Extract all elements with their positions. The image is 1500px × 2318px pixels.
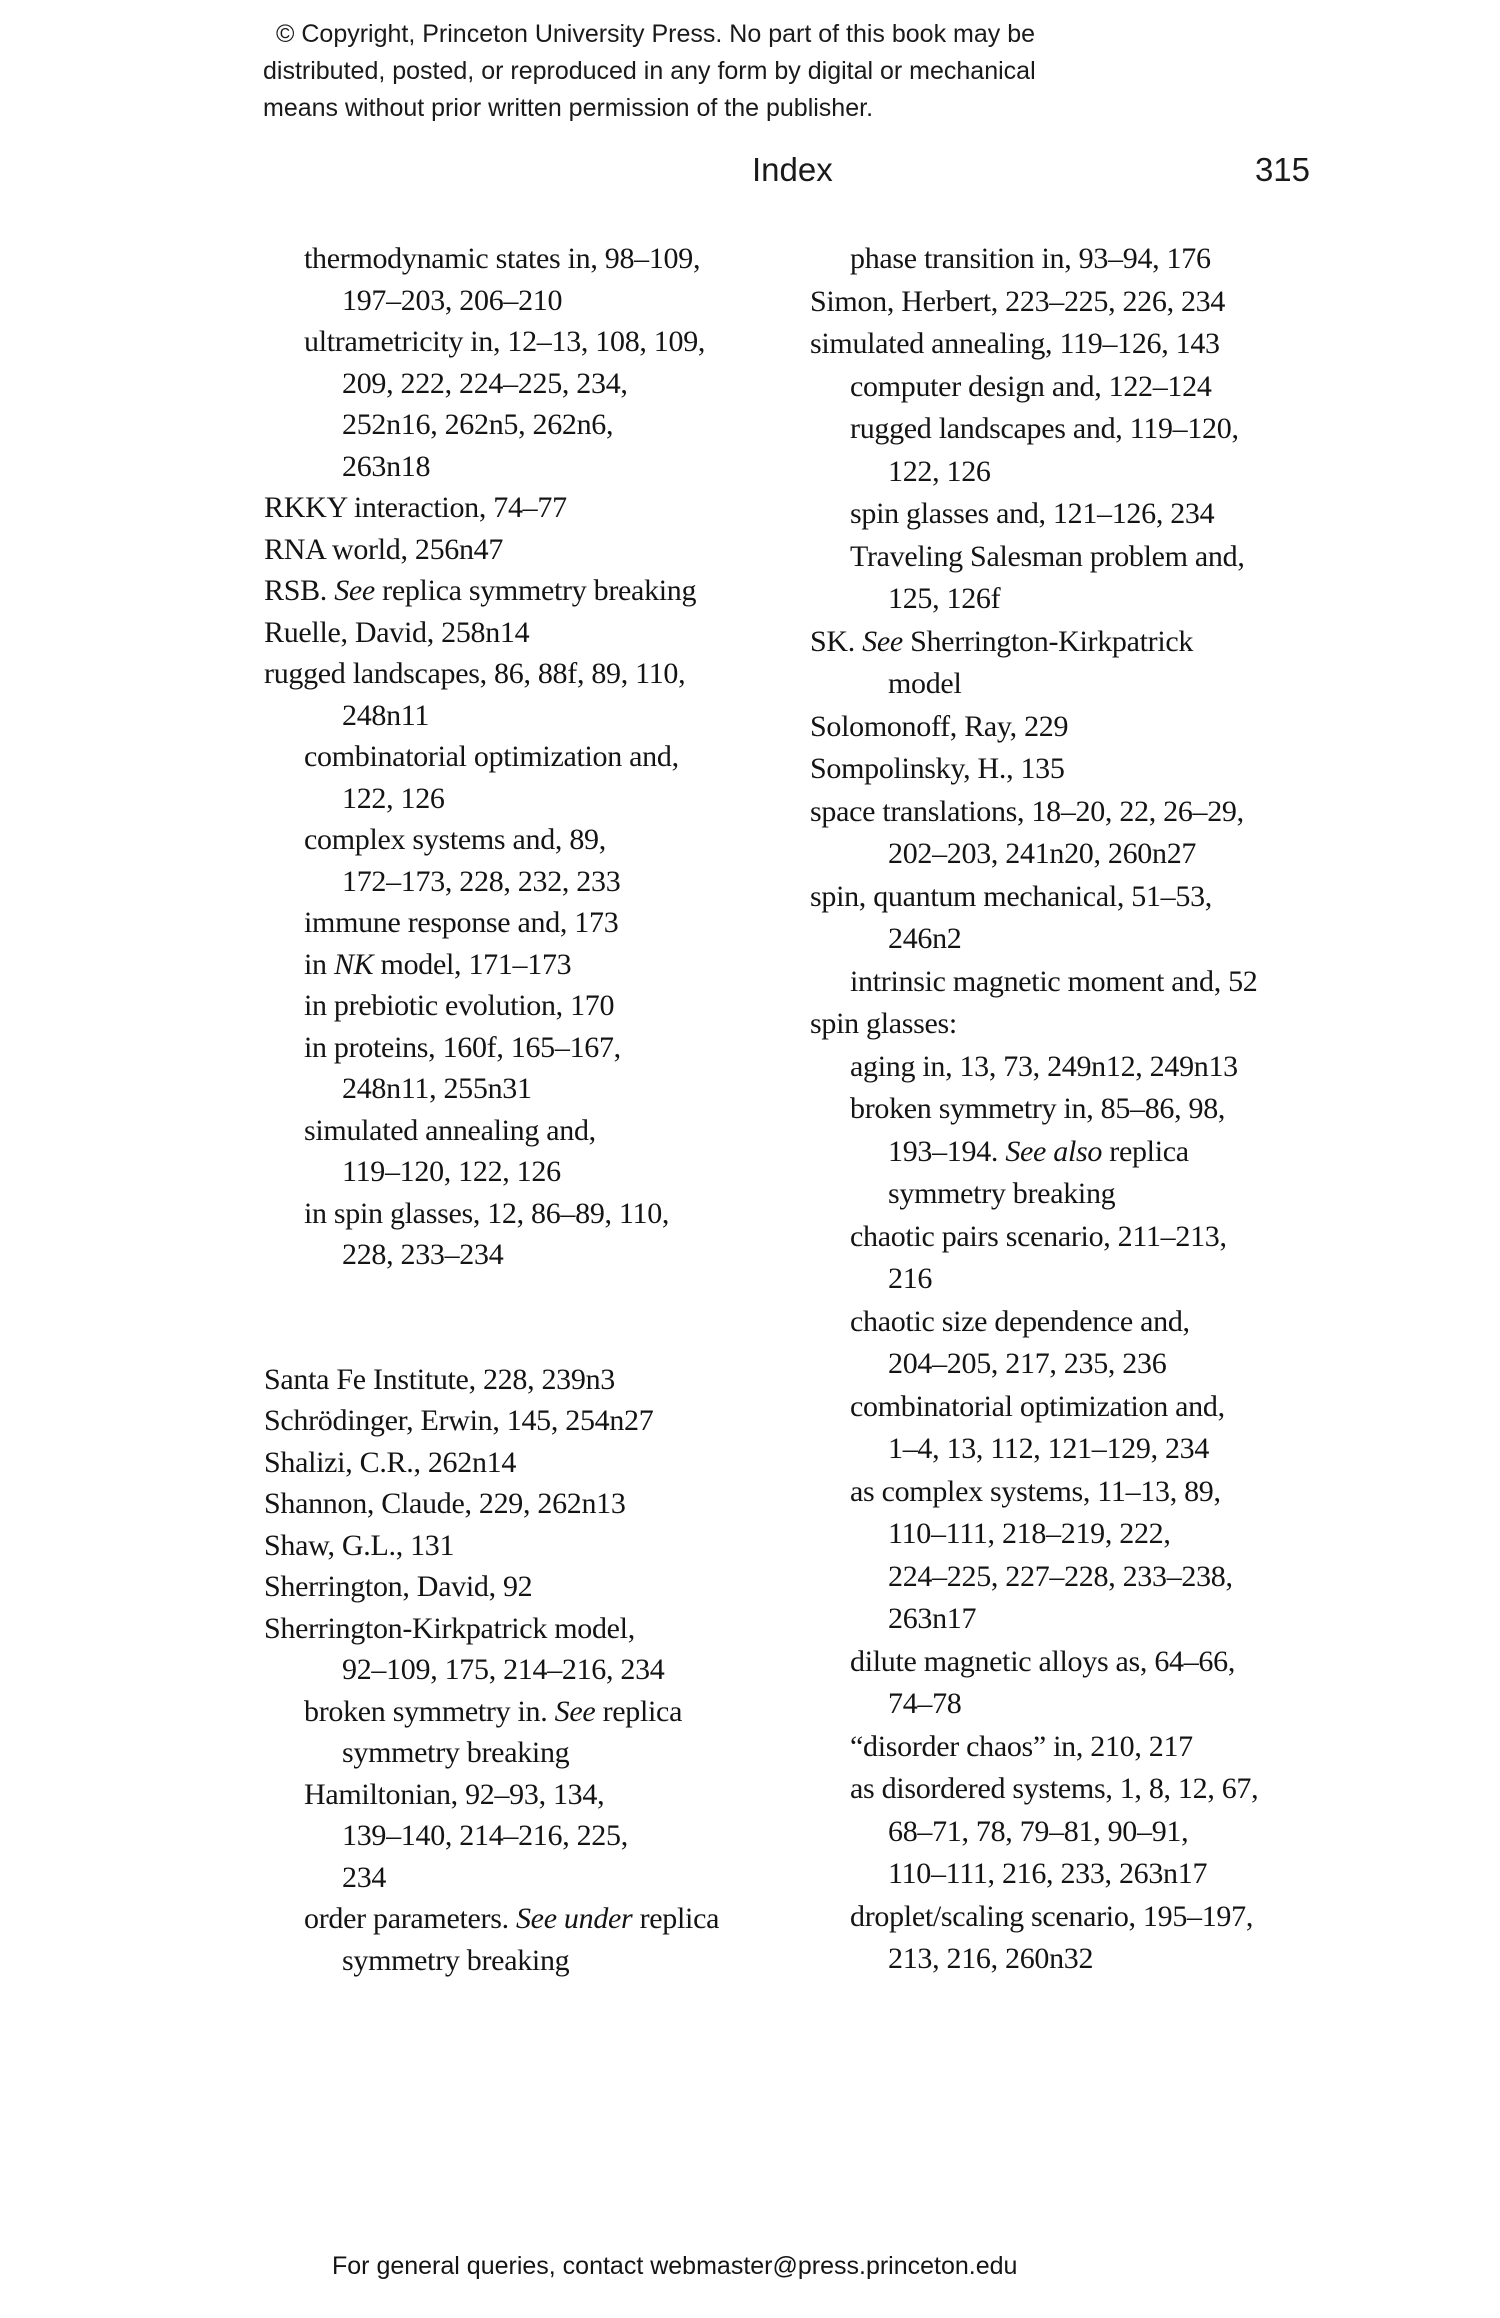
index-entry-text: RSB. (264, 574, 335, 607)
index-entry-text: phase transition in, 93–94, 176 (850, 242, 1211, 275)
index-entry-text: in spin glasses, 12, 86–89, 110, (304, 1196, 670, 1230)
index-entry-text: broken symmetry in, 85–86, 98, (850, 1092, 1226, 1125)
index-entry-text: space translations, 18–20, 22, 26–29, (810, 794, 1244, 828)
index-line (264, 1068, 809, 1110)
index-line (810, 1726, 1495, 1769)
index-line (264, 736, 809, 778)
index-line (264, 529, 809, 571)
index-entry-text-italic: See under (515, 1902, 633, 1935)
index-line (810, 1896, 1495, 1939)
index-entry-text: replica (595, 1694, 683, 1728)
index-line (264, 1525, 809, 1567)
index-line (810, 621, 1495, 664)
index-line (810, 1811, 1495, 1854)
index-entry-text: 139–140, 214–216, 225, (342, 1819, 628, 1852)
index-entry-text: spin glasses: (810, 1007, 957, 1040)
index-entry-text: rugged landscapes, 86, 88f, 89, 110, (264, 657, 686, 690)
index-entry-text: 263n18 (342, 449, 431, 483)
index-line (264, 446, 809, 488)
index-entry-text: ultrametricity in, 12–13, 108, 109, (304, 325, 706, 358)
index-entry-text: in prebiotic evolution, 170 (304, 989, 615, 1022)
index-entry-text: 68–71, 78, 79–81, 90–91, (888, 1814, 1189, 1848)
index-entry-text: 216 (888, 1262, 933, 1295)
index-line (264, 1774, 809, 1816)
index-entry-text: 122, 126 (342, 781, 445, 815)
index-section-gap (264, 1317, 809, 1359)
index-right-column (810, 238, 1495, 1981)
index-entry-text: 110–111, 216, 233, 263n17 (888, 1857, 1208, 1890)
copyright-line: distributed, posted, or reproduced in any form by digital or mechanical (263, 57, 1036, 85)
index-line (264, 1649, 809, 1691)
index-entry-text: 125, 126f (888, 582, 1001, 615)
index-entry-text: model (888, 667, 962, 700)
index-line (264, 695, 809, 737)
index-entry-text: replica (1102, 1134, 1189, 1168)
index-line (810, 1046, 1495, 1089)
index-line (810, 1173, 1495, 1216)
index-entry-text: 248n11 (342, 698, 430, 732)
index-line (264, 1608, 809, 1650)
index-line (264, 1566, 809, 1608)
index-entry-text: 197–203, 206–210 (342, 283, 563, 317)
index-line (264, 1483, 809, 1525)
footer-contact: For general queries, contact webmaster@press.princeton.edu (332, 2252, 1018, 2280)
index-line (810, 536, 1495, 579)
index-line (810, 1641, 1495, 1684)
index-entry-text: 172–173, 228, 232, 233 (342, 864, 621, 898)
index-entry-text: replica (632, 1902, 720, 1935)
index-line (264, 238, 809, 280)
index-entry-text: Solomonoff, Ray, 229 (810, 709, 1069, 743)
index-line (264, 1940, 809, 1982)
index-entry-text: symmetry breaking (888, 1177, 1116, 1210)
index-entry-text: droplet/scaling scenario, 195–197, (850, 1899, 1254, 1933)
index-entry-text-italic: NK (333, 947, 374, 981)
index-entry-text: symmetry breaking (342, 1736, 570, 1769)
index-line (810, 1471, 1495, 1514)
index-line (264, 1151, 809, 1193)
index-entry-text: 246n2 (888, 922, 962, 955)
index-line (810, 961, 1495, 1004)
index-line (810, 1003, 1495, 1046)
index-entry-text: Schrödinger, Erwin, 145, 254n27 (264, 1404, 654, 1437)
index-entry-text: Sherrington-Kirkpatrick (902, 624, 1194, 658)
index-line (810, 1131, 1495, 1174)
index-line (264, 1359, 809, 1401)
index-line (810, 323, 1495, 366)
index-entry-text: 234 (342, 1860, 387, 1894)
index-entry-text: combinatorial optimization and, (304, 740, 679, 773)
index-line (264, 778, 809, 820)
index-entry-text: 263n17 (888, 1602, 977, 1635)
index-entry-text: Simon, Herbert, 223–225, 226, 234 (810, 284, 1226, 318)
index-line (264, 1857, 809, 1899)
index-entry-text: 204–205, 217, 235, 236 (888, 1347, 1167, 1380)
index-line (264, 1400, 809, 1442)
index-entry-text: rugged landscapes and, 119–120, (850, 412, 1239, 445)
index-line (264, 487, 809, 529)
index-line (810, 451, 1495, 494)
index-entry-text: dilute magnetic alloys as, 64–66, (850, 1644, 1236, 1678)
index-line (810, 1513, 1495, 1556)
index-line (264, 653, 809, 695)
index-line (264, 1027, 809, 1069)
index-entry-text: replica symmetry breaking (374, 574, 697, 607)
index-entry-text: simulated annealing, 119–126, 143 (810, 327, 1220, 360)
index-line (810, 1088, 1495, 1131)
index-entry-text: Sherrington, David, 92 (264, 1570, 533, 1603)
index-entry-text: chaotic pairs scenario, 211–213, (850, 1219, 1227, 1253)
index-entry-text: 110–111, 218–219, 222, (888, 1517, 1171, 1550)
index-entry-text: aging in, 13, 73, 249n12, 249n13 (850, 1049, 1238, 1083)
index-entry-text: Traveling Salesman problem and, (850, 539, 1245, 573)
index-entry-text: in proteins, 160f, 165–167, (304, 1030, 621, 1064)
index-line (810, 1258, 1495, 1301)
index-line (264, 861, 809, 903)
index-line (810, 1301, 1495, 1344)
index-entry-text: combinatorial optimization and, (850, 1389, 1225, 1423)
index-entry-text: 193–194. (888, 1134, 1006, 1168)
index-entry-text-italic: See (554, 1694, 596, 1728)
index-line (810, 1768, 1495, 1811)
index-entry-text: as complex systems, 11–13, 89, (850, 1474, 1221, 1508)
index-entry-text: “disorder chaos” in, 210, 217 (850, 1729, 1193, 1763)
index-line (810, 1386, 1495, 1429)
index-line (264, 404, 809, 446)
page-number: 315 (1254, 151, 1310, 188)
index-entry-text: Ruelle, David, 258n14 (264, 615, 530, 649)
index-entry-text: complex systems and, 89, (304, 823, 606, 856)
index-entry-text: Hamiltonian, 92–93, 134, (304, 1777, 605, 1811)
index-entry-text: spin glasses and, 121–126, 234 (850, 497, 1215, 530)
index-entry-text: spin, quantum mechanical, 51–53, (810, 879, 1212, 913)
index-entry-text: intrinsic magnetic moment and, 52 (850, 964, 1258, 998)
index-line (264, 944, 809, 986)
index-line (264, 363, 809, 405)
index-entry-text-italic: See also (1005, 1134, 1103, 1168)
index-line (264, 612, 809, 654)
index-line (810, 791, 1495, 834)
index-line (264, 280, 809, 322)
index-entry-text: 228, 233–234 (342, 1238, 504, 1271)
index-line (264, 1234, 809, 1276)
index-line (810, 1853, 1495, 1896)
copyright-line: © Copyright, Princeton University Press. No part of this book may be (276, 20, 1036, 48)
index-line (264, 570, 809, 612)
index-entry-text: 209, 222, 224–225, 234, (342, 366, 628, 400)
index-entry-text: 202–203, 241n20, 260n27 (888, 837, 1197, 870)
index-line (810, 238, 1495, 281)
index-entry-text-italic: See (862, 624, 903, 658)
index-line (810, 1343, 1495, 1386)
index-line (810, 578, 1495, 621)
index-entry-text: simulated annealing and, (304, 1113, 596, 1147)
index-line (810, 281, 1495, 324)
index-line (810, 1598, 1495, 1641)
index-line (810, 408, 1495, 451)
page-title: Index (752, 151, 833, 188)
index-entry-text: 74–78 (888, 1687, 962, 1720)
index-entry-text: as disordered systems, 1, 8, 12, 67, (850, 1772, 1259, 1805)
index-entry-text: Sherrington-Kirkpatrick model, (264, 1611, 635, 1645)
index-entry-text: Shannon, Claude, 229, 262n13 (264, 1487, 626, 1520)
index-line (810, 706, 1495, 749)
index-line (264, 819, 809, 861)
index-entry-text: in (304, 947, 334, 981)
index-line (810, 1683, 1495, 1726)
index-line (810, 833, 1495, 876)
index-entry-text: SK. (810, 624, 863, 658)
index-entry-text: 122, 126 (888, 454, 991, 488)
index-entry-text: 92–109, 175, 214–216, 234 (342, 1653, 665, 1686)
copyright-line: means without prior written permission of the publisher. (263, 94, 874, 122)
index-entry-text: 252n16, 262n5, 262n6, (342, 408, 614, 441)
index-line (264, 1898, 809, 1940)
index-entry-text: model, 171–173 (373, 947, 572, 981)
index-entry-text: Shaw, G.L., 131 (264, 1528, 455, 1562)
index-line (264, 902, 809, 944)
index-entry-text: immune response and, 173 (304, 906, 619, 939)
index-entry-text: Shalizi, C.R., 262n14 (264, 1445, 517, 1479)
index-line (810, 366, 1495, 409)
index-line (264, 1442, 809, 1484)
index-entry-text: 213, 216, 260n32 (888, 1942, 1094, 1975)
index-line (264, 1732, 809, 1774)
index-line (810, 918, 1495, 961)
index-entry-text: Santa Fe Institute, 228, 239n3 (264, 1362, 615, 1396)
index-line (810, 663, 1495, 706)
index-left-column (264, 238, 809, 1981)
index-line (810, 748, 1495, 791)
index-line (264, 1110, 809, 1152)
index-line (264, 321, 809, 363)
index-line (810, 1216, 1495, 1259)
index-line (810, 493, 1495, 536)
index-entry-text: order parameters. (304, 1902, 516, 1935)
index-entry-text: 248n11, 255n31 (342, 1072, 532, 1105)
index-section-gap (264, 1276, 809, 1318)
index-entry-text: thermodynamic states in, 98–109, (304, 242, 701, 275)
index-line (810, 1428, 1495, 1471)
index-entry-text: Sompolinsky, H., 135 (810, 752, 1065, 785)
index-line (810, 1556, 1495, 1599)
index-line (264, 1691, 809, 1733)
index-entry-text: chaotic size dependence and, (850, 1304, 1190, 1338)
index-entry-text: symmetry breaking (342, 1943, 570, 1977)
index-entry-text: 1–4, 13, 112, 121–129, 234 (888, 1432, 1210, 1465)
index-entry-text-italic: See (334, 574, 375, 607)
index-line (264, 1193, 809, 1235)
copyright-notice (263, 16, 1036, 127)
index-line (810, 1938, 1495, 1981)
index-entry-text: RKKY interaction, 74–77 (264, 491, 567, 524)
index-entry-text: computer design and, 122–124 (850, 369, 1212, 403)
index-entry-text: 119–120, 122, 126 (342, 1155, 561, 1188)
index-line (264, 985, 809, 1027)
index-entry-text: 224–225, 227–228, 233–238, (888, 1559, 1233, 1593)
index-line (264, 1815, 809, 1857)
index-line (810, 876, 1495, 919)
index-entry-text: RNA world, 256n47 (264, 532, 504, 566)
index-entry-text: broken symmetry in. (304, 1694, 555, 1728)
